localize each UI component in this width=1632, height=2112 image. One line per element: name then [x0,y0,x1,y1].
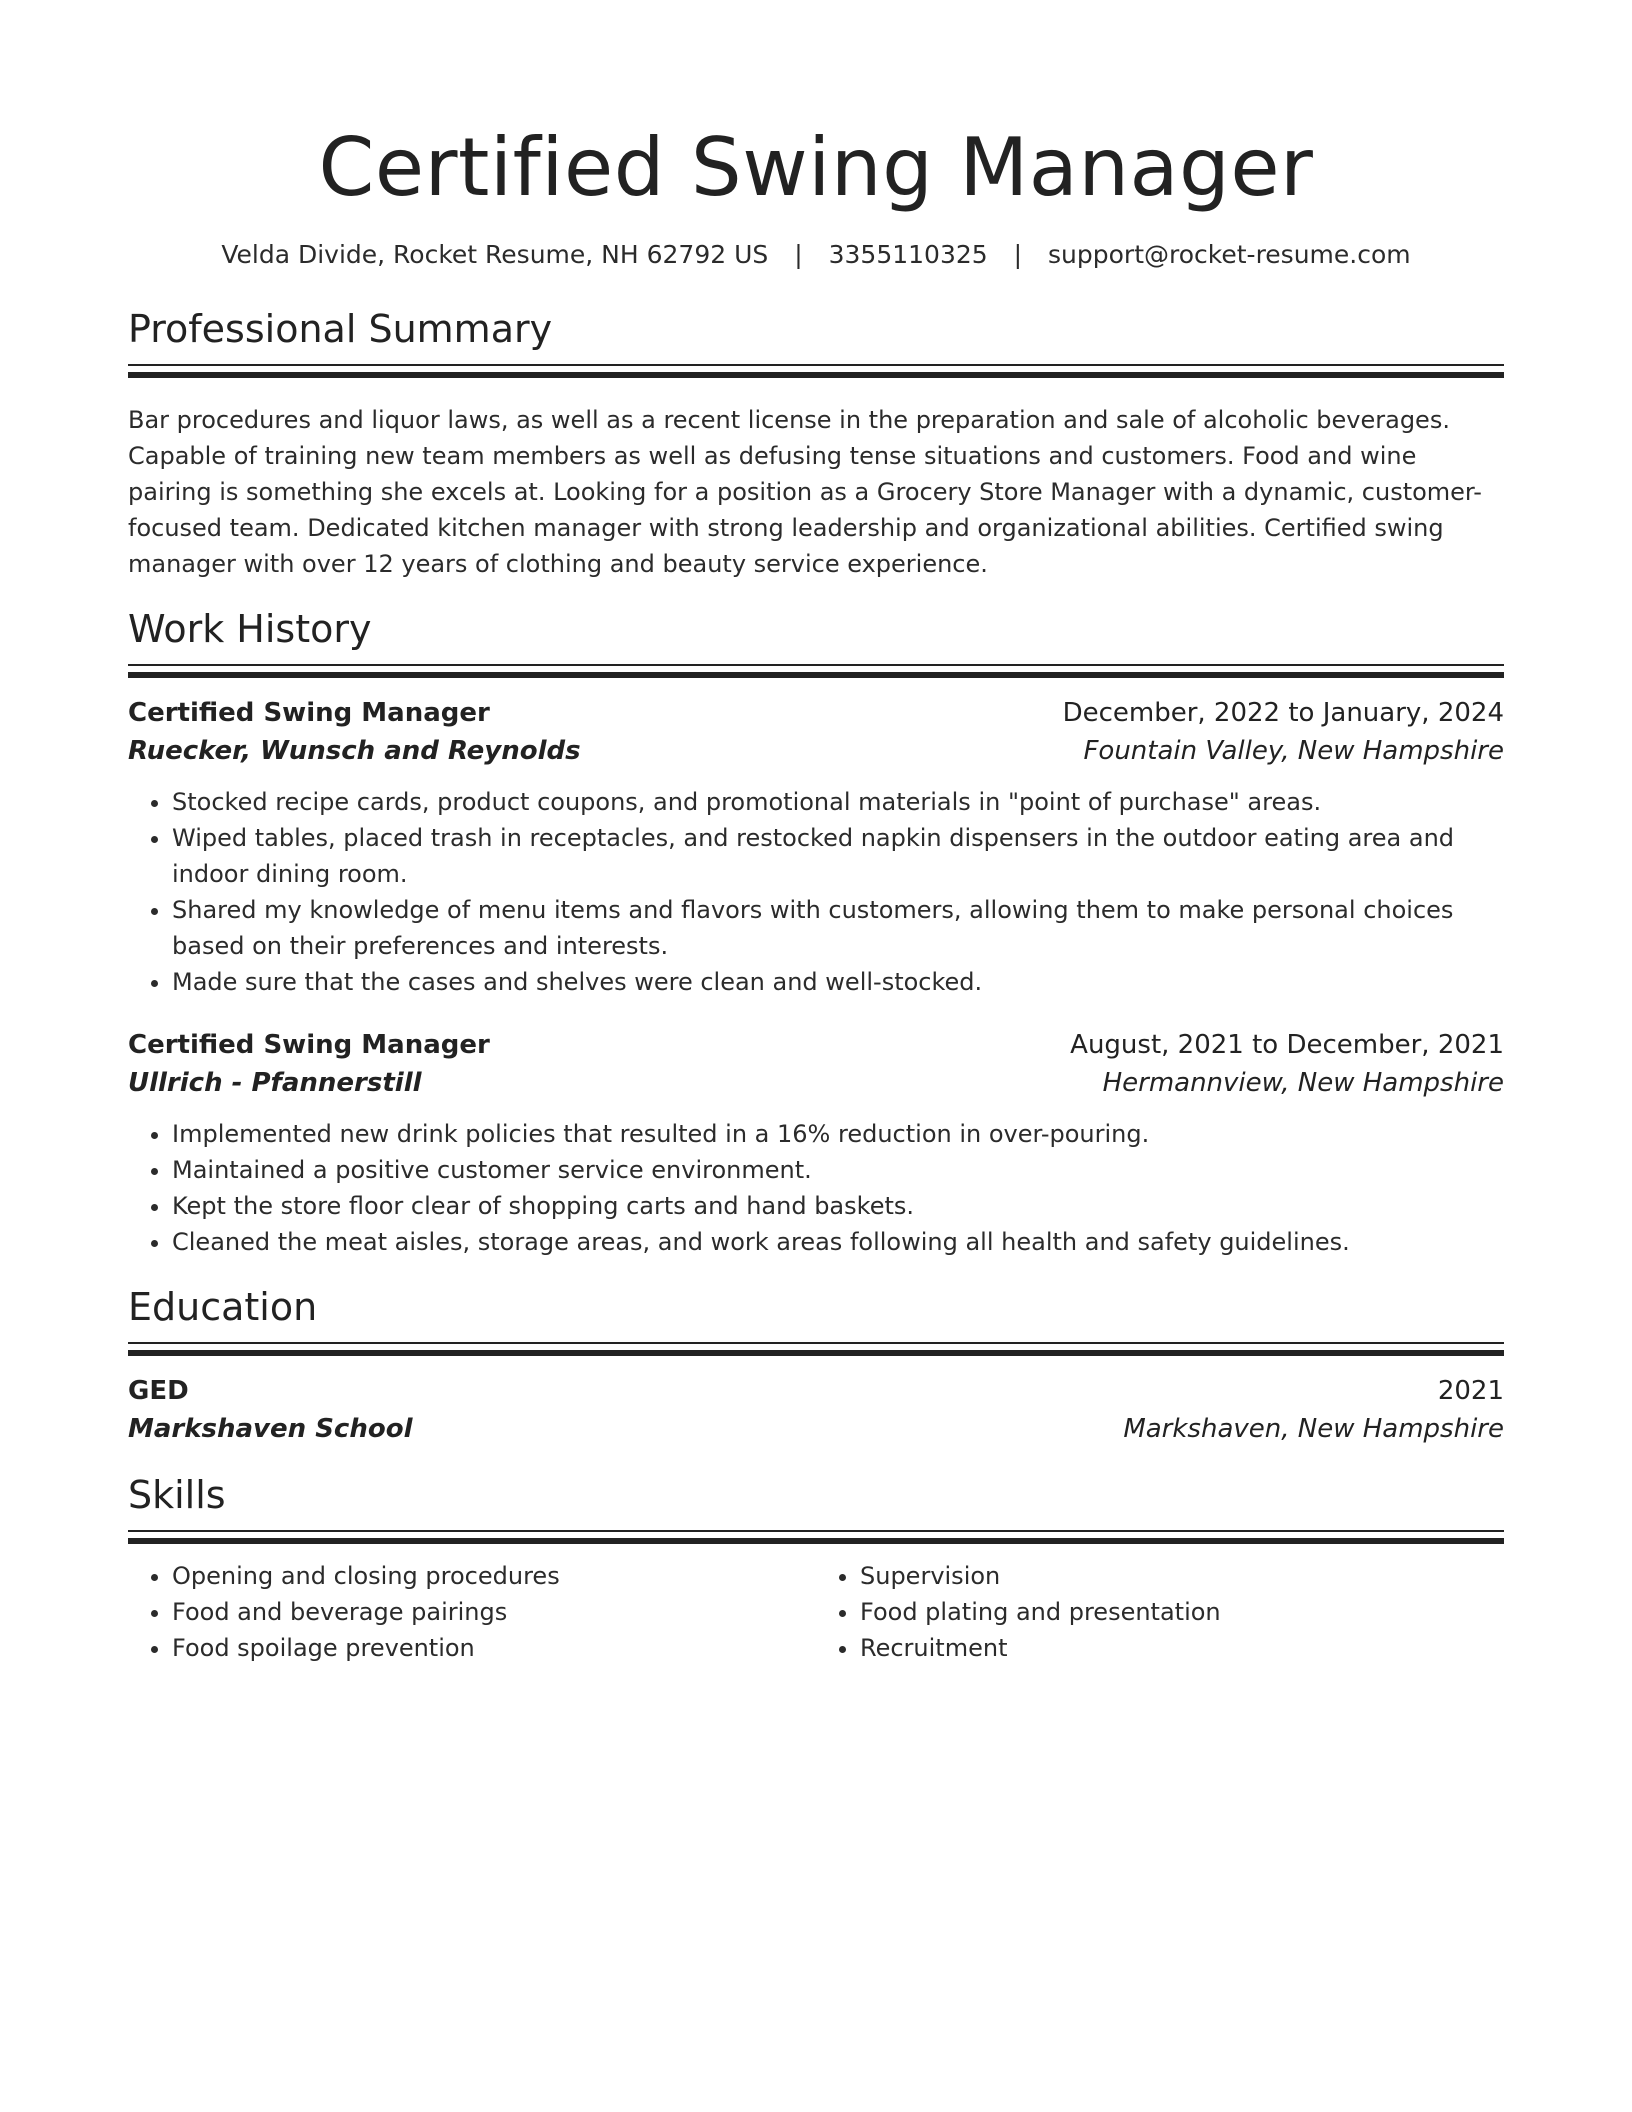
skill-item: • Supervision [860,1558,1504,1594]
skills-list [128,1558,1504,1666]
section-title-summary: Professional Summary [128,307,553,351]
job-entry [128,694,1504,1000]
job-bullets [128,1116,1504,1260]
job-company: Ruecker, Wunsch and Reynolds [128,736,581,766]
job-bullet: • Shared my knowledge of menu items and flavors with customers, allowing them to make personal choices based on their preferences and interests. [172,892,1504,964]
work-history-section [128,604,1504,1260]
contact-email: support@rocket-resume.com [1048,240,1411,269]
job-title: Certified Swing Manager [128,698,490,728]
skill-item: • Opening and closing procedures [172,1558,816,1594]
education-degree: GED [128,1376,189,1406]
job-dates: August, 2021 to December, 2021 [1070,1030,1504,1060]
skill-item: • Recruitment [860,1630,1504,1666]
contact-separator: | [1013,240,1023,269]
job-bullet: • Wiped tables, placed trash in receptacles, and restocked napkin dispensers in the outdoor eating area and indoor dining room. [172,820,1504,892]
skills-column-left [128,1558,816,1666]
section-rule [128,664,1504,678]
summary-text: Bar procedures and liquor laws, as well as a recent license in the preparation and sale of alcoholic beverages. Capable of training new team members as well as defusing tense situations and customers. Food and wine pairing is something she excels at. Looking for a position as a Grocery Store Manager with a dynamic, customer-focused team. Dedicated kitchen manager with strong leadership and organizational abilities. Certified swing manager with over 12 years of clothing and beauty service experience. [128,406,1482,578]
job-bullet: • Kept the store floor clear of shopping carts and hand baskets. [172,1188,1504,1224]
job-bullet: • Implemented new drink policies that resulted in a 16% reduction in over-pouring. [172,1116,1504,1152]
contact-line [128,238,1504,272]
contact-separator: | [794,240,803,269]
skill-item: • Food spoilage prevention [172,1630,816,1666]
summary-section [128,304,1504,582]
education-year: 2021 [1437,1376,1504,1406]
skill-item: • Food and beverage pairings [172,1594,816,1630]
resume-name: Certified Swing Manager [318,121,1314,214]
contact-address: Velda Divide, Rocket Resume, NH 62792 US [221,240,769,269]
job-bullets [128,784,1504,1000]
job-entry [128,1026,1504,1260]
job-bullet: • Cleaned the meat aisles, storage areas, and work areas following all health and safety guidelines. [172,1224,1504,1260]
job-location: Hermannview, New Hampshire [1102,1068,1504,1098]
job-bullet: • Stocked recipe cards, product coupons, and promotional materials in "point of purchase" areas. [172,784,1504,820]
skills-column-right [816,1558,1504,1666]
skills-section [128,1470,1504,1666]
section-rule [128,364,1504,378]
job-company: Ullrich - Pfannerstill [128,1068,422,1098]
education-school: Markshaven School [128,1414,413,1444]
section-title-work-history: Work History [128,607,372,651]
job-dates: December, 2022 to January, 2024 [1062,698,1504,728]
education-section [128,1282,1504,1448]
skill-item: • Food plating and presentation [860,1594,1504,1630]
job-title: Certified Swing Manager [128,1030,490,1060]
job-bullet: • Made sure that the cases and shelves were clean and well-stocked. [172,964,1504,1000]
job-bullet: • Maintained a positive customer service environment. [172,1152,1504,1188]
section-rule [128,1530,1504,1544]
contact-phone: 3355110325 [828,240,988,269]
education-location: Markshaven, New Hampshire [1123,1414,1504,1444]
section-title-education: Education [128,1285,318,1329]
education-entry [128,1372,1504,1448]
job-location: Fountain Valley, New Hampshire [1083,736,1504,766]
section-rule [128,1342,1504,1356]
section-title-skills: Skills [128,1473,226,1517]
